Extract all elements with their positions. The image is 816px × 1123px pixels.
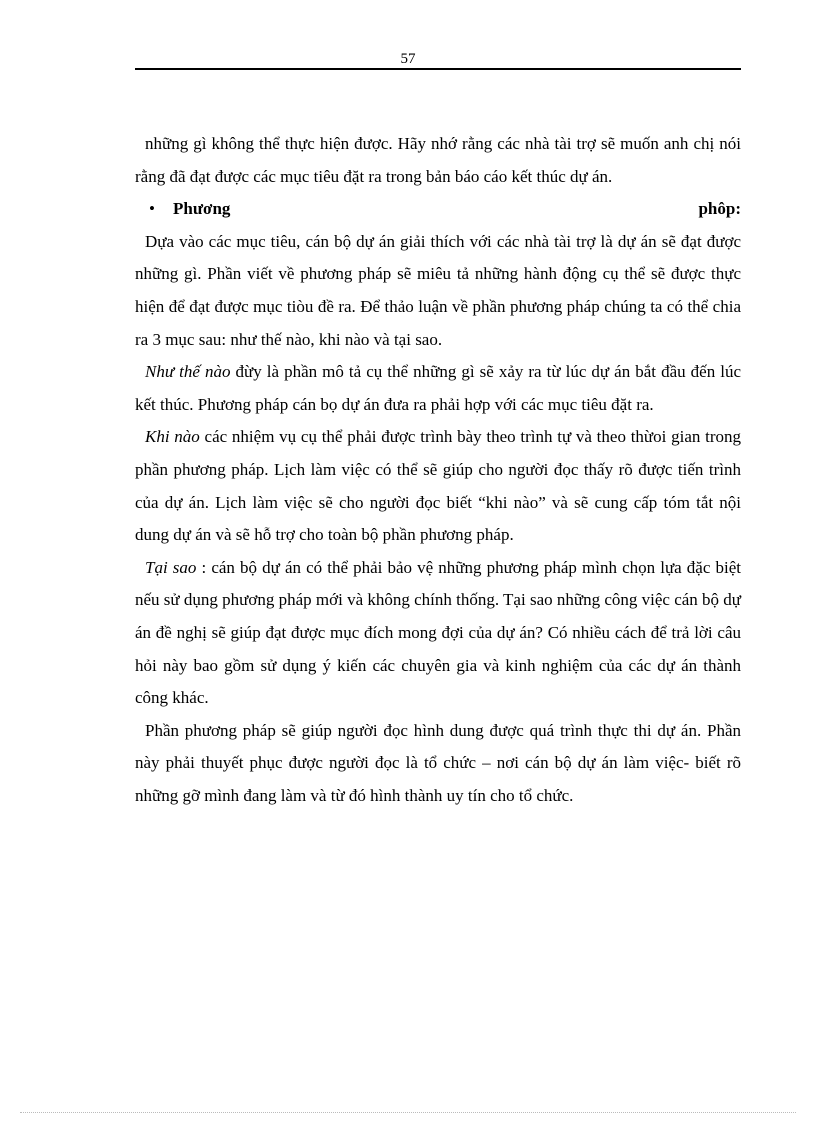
- header-rule: [135, 68, 741, 70]
- footer-dotted-line: [20, 1112, 796, 1113]
- bullet-icon: •: [149, 199, 155, 219]
- paragraph-why: [135, 552, 741, 715]
- page-number: 57: [400, 51, 416, 67]
- paragraph-when: [135, 421, 741, 551]
- bullet-heading: [135, 193, 741, 226]
- paragraph-why-text: : cán bộ dự án có thể phải bảo vệ những phương pháp mình chọn lựa đặc biệt nếu sử dụng phương pháp mới và không chính thống. Tại sao những công việc cán bộ dự án đề nghị sẽ giúp đạt được mục đích mong đợi của dự án? Có nhiều cách để trả lời câu hỏi này bao gồm sử dụng ý kiến các chuyên gia và kinh nghiệm của các dự án thành công khác.: [135, 557, 741, 708]
- paragraph-how-text: đừy là phần mô tả cụ thể những gì sẽ xảy ra từ lúc dự án bắt đầu đến lúc kết thúc. Phương pháp cán bọ dự án đưa ra phải hợp với các mục tiêu đặt ra.: [135, 362, 741, 414]
- bullet-heading-tail: phôp:: [698, 199, 741, 219]
- document-body: [135, 128, 741, 812]
- paragraph-how: [135, 356, 741, 421]
- paragraph-when-text: các nhiệm vụ cụ thể phải được trình bày theo trình tự và theo thừoi gian trong phần phương pháp. Lịch làm việc có thể sẽ giúp cho người đọc thấy rõ được tiến trình của dự án. Lịch làm việc sẽ cho người đọc biết “khi nào” và sẽ cung cấp tóm tắt nội dung dự án và sẽ hỗ trợ cho toàn bộ phần phương pháp.: [135, 427, 741, 545]
- term-why: Tại sao: [145, 557, 197, 577]
- term-when: Khi nào: [145, 427, 200, 447]
- paragraph-method-overview: Dựa vào các mục tiêu, cán bộ dự án giải thích với các nhà tài trợ là dự án sẽ đạt được những gì. Phần viết về phương pháp sẽ miêu tả những hành động cụ thể sẽ được thực hiện để đạt được mục tiòu đề ra. Để thảo luận về phần phương pháp chúng ta có thể chia ra 3 mục sau: như thế nào, khi nào và tại sao.: [135, 231, 741, 349]
- bullet-heading-label: Phương: [173, 199, 231, 219]
- paragraph-conclusion: Phần phương pháp sẽ giúp người đọc hình dung được quá trình thực thi dự án. Phần này phải thuyết phục được người đọc là tổ chức – nơi cán bộ dự án làm việc- biết rõ những gỡ mình đang làm và từ đó hình thành uy tín cho tổ chức.: [135, 720, 741, 805]
- paragraph-intro: những gì không thể thực hiện được. Hãy nhớ rằng các nhà tài trợ sẽ muốn anh chị nói rằng đã đạt được các mục tiêu đặt ra trong bản báo cáo kết thúc dự án.: [135, 134, 741, 186]
- term-how: Như thế nào: [145, 362, 231, 382]
